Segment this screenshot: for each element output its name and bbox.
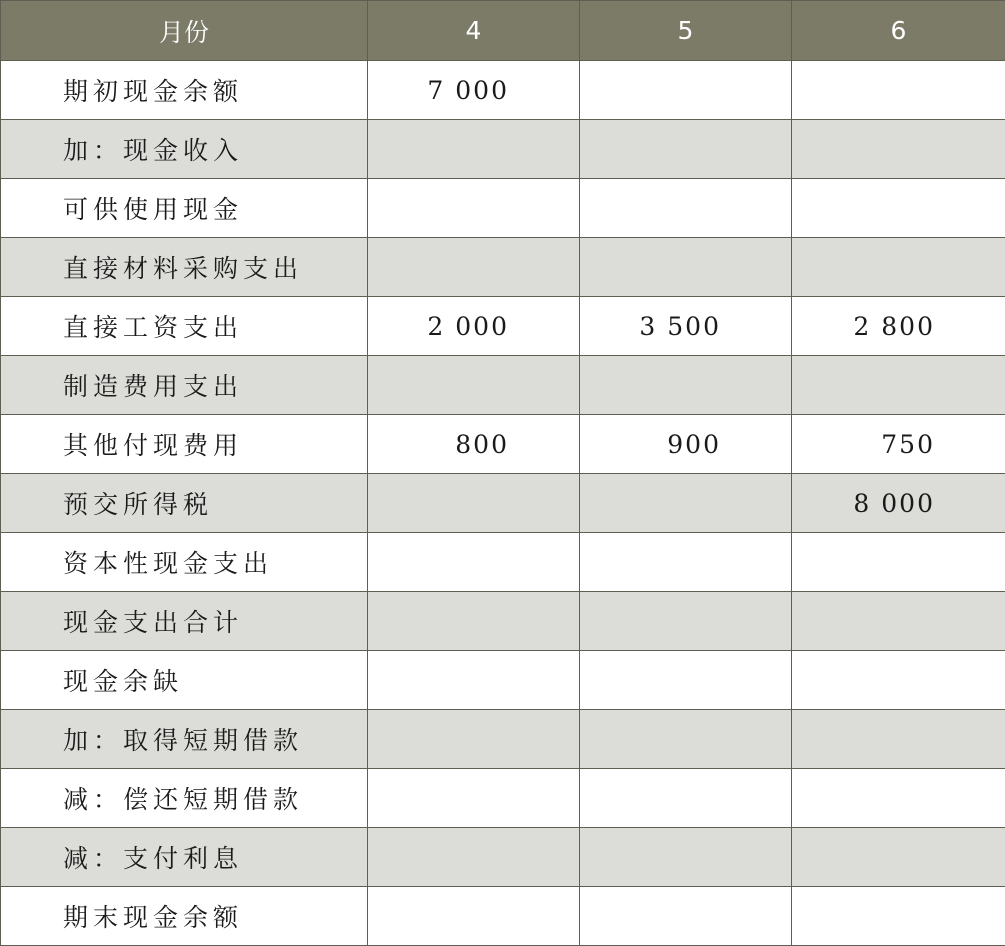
cell-value — [792, 238, 1005, 297]
row-label: 加：取得短期借款 — [1, 710, 368, 769]
cell-value: 2 800 — [792, 297, 1005, 356]
cell-value — [792, 120, 1005, 179]
cell-value: 750 — [792, 415, 1005, 474]
table-row — [1, 356, 1005, 415]
cell-value: 7 000 — [368, 61, 580, 120]
table-row — [1, 592, 1005, 651]
table-row — [1, 238, 1005, 297]
cell-value: 8 000 — [792, 474, 1005, 533]
cell-value — [792, 887, 1005, 946]
table-row — [1, 828, 1005, 887]
cell-value — [580, 179, 792, 238]
cell-value — [792, 533, 1005, 592]
table-row — [1, 474, 1005, 533]
cell-value — [580, 474, 792, 533]
cell-value — [368, 887, 580, 946]
table-row — [1, 61, 1005, 120]
table-row — [1, 887, 1005, 946]
cell-value — [368, 179, 580, 238]
cell-value — [368, 474, 580, 533]
header-row — [1, 1, 1005, 61]
cell-value — [580, 592, 792, 651]
header-month-5: 5 — [580, 1, 792, 61]
table-row — [1, 533, 1005, 592]
row-label: 期末现金余额 — [1, 887, 368, 946]
table-row — [1, 297, 1005, 356]
row-label: 期初现金余额 — [1, 61, 368, 120]
table-row — [1, 769, 1005, 828]
cell-value — [580, 887, 792, 946]
header-month-6: 6 — [792, 1, 1005, 61]
row-label: 减：偿还短期借款 — [1, 769, 368, 828]
cell-value — [792, 356, 1005, 415]
row-label: 现金余缺 — [1, 651, 368, 710]
cell-value — [792, 710, 1005, 769]
table-row — [1, 710, 1005, 769]
cell-value — [368, 238, 580, 297]
cell-value: 900 — [580, 415, 792, 474]
row-label: 可供使用现金 — [1, 179, 368, 238]
table-header — [1, 1, 1005, 61]
cell-value: 800 — [368, 415, 580, 474]
row-label: 制造费用支出 — [1, 356, 368, 415]
cell-value — [792, 61, 1005, 120]
cell-value — [792, 179, 1005, 238]
row-label: 资本性现金支出 — [1, 533, 368, 592]
cell-value — [580, 533, 792, 592]
table-row — [1, 415, 1005, 474]
cell-value — [580, 828, 792, 887]
cell-value: 3 500 — [580, 297, 792, 356]
table-body — [1, 61, 1005, 946]
table-row — [1, 120, 1005, 179]
row-label: 预交所得税 — [1, 474, 368, 533]
cell-value — [368, 710, 580, 769]
row-label: 加：现金收入 — [1, 120, 368, 179]
row-label: 现金支出合计 — [1, 592, 368, 651]
cell-value — [580, 356, 792, 415]
cell-value — [368, 651, 580, 710]
table-row — [1, 651, 1005, 710]
cell-value — [368, 592, 580, 651]
cell-value — [580, 710, 792, 769]
cell-value — [580, 61, 792, 120]
row-label: 其他付现费用 — [1, 415, 368, 474]
cell-value — [368, 356, 580, 415]
row-label: 减：支付利息 — [1, 828, 368, 887]
cell-value — [580, 238, 792, 297]
cell-value — [580, 769, 792, 828]
table-row — [1, 179, 1005, 238]
cell-value — [792, 769, 1005, 828]
cell-value — [580, 120, 792, 179]
cell-value — [368, 120, 580, 179]
cell-value — [792, 651, 1005, 710]
cell-value — [580, 651, 792, 710]
cell-value — [792, 828, 1005, 887]
cell-value — [368, 533, 580, 592]
row-label: 直接材料采购支出 — [1, 238, 368, 297]
header-label-month: 月份 — [1, 1, 368, 61]
cell-value — [368, 769, 580, 828]
header-month-4: 4 — [368, 1, 580, 61]
cell-value — [368, 828, 580, 887]
row-label: 直接工资支出 — [1, 297, 368, 356]
cell-value: 2 000 — [368, 297, 580, 356]
cell-value — [792, 592, 1005, 651]
